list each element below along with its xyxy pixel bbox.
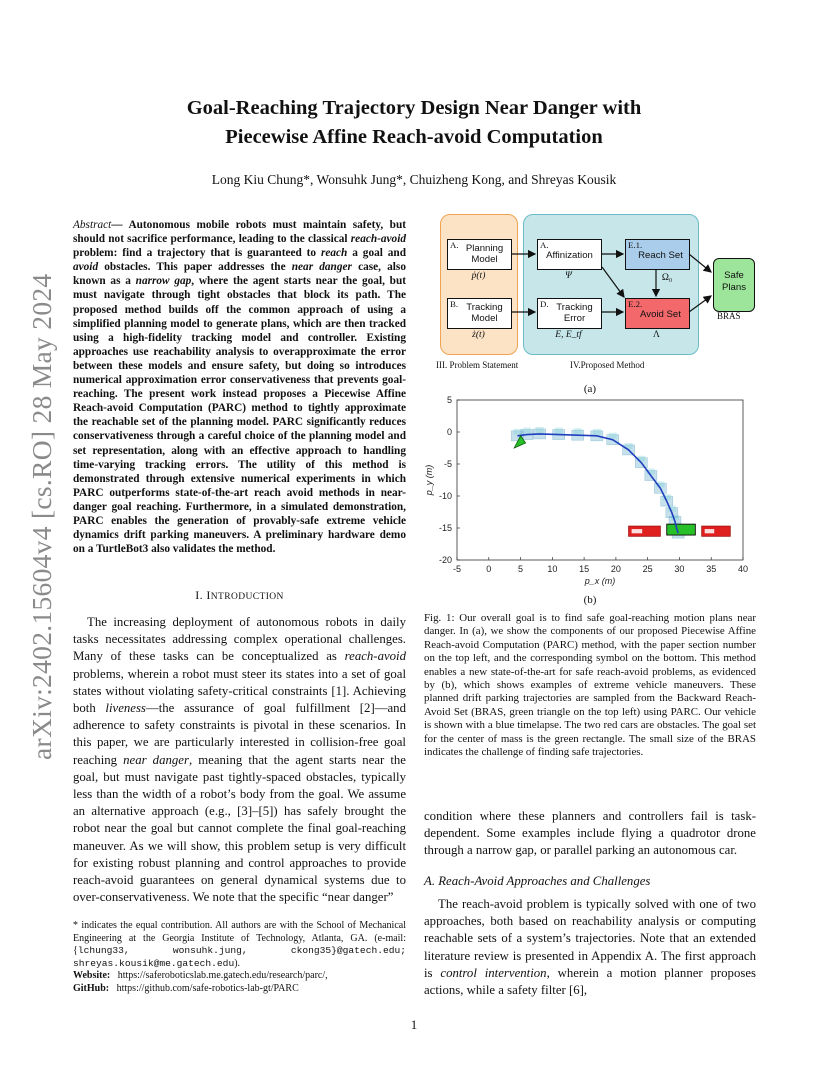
x-tick-label: -5 — [452, 564, 462, 574]
abstract-text: a goal and — [347, 247, 407, 260]
vehicle-footprint-alt — [513, 429, 521, 435]
abstract — [73, 218, 406, 556]
affin-symbol: Ψ — [565, 271, 572, 281]
car-window — [632, 529, 643, 533]
lambda-symbol: Λ — [653, 330, 660, 340]
abstract-em: reach-avoid — [350, 233, 406, 246]
github-link[interactable]: https://github.com/safe-robotics-lab-gt/PARC — [116, 982, 299, 994]
vehicle-footprint-alt — [536, 427, 544, 433]
problem-statement-caption: III. Problem Statement — [436, 360, 519, 370]
paper-title — [0, 94, 828, 152]
title-line-1: Goal-Reaching Trajectory Design Near Danger with — [186, 97, 642, 119]
website-label: Website: — [73, 970, 111, 982]
figure-b-label: (b) — [583, 594, 597, 606]
section-heading-first: I — [206, 588, 211, 602]
introduction-paragraph — [73, 614, 406, 906]
arrow-avoid-safe — [689, 296, 711, 312]
omega-symbol: Ω₀ — [661, 273, 673, 283]
tracking-symbol: ż(t) — [472, 330, 485, 340]
page-number: 1 — [410, 1017, 418, 1032]
abstract-dash: — — [111, 219, 129, 231]
terr-symbol: E, E_tf — [555, 330, 582, 340]
y-tick-label: 5 — [446, 395, 452, 405]
title-line-2: Piecewise Affine Reach-avoid Computation — [225, 126, 603, 148]
avoid-label: Avoid Set — [640, 309, 681, 320]
plot-frame — [457, 400, 743, 560]
ra-em: control intervention — [440, 965, 547, 980]
abstract-em: reach — [320, 247, 348, 260]
footnote-emails: lchung33, wonsuhk.jung, ckong35}@gatech.edu; shreyas.kousik@me.gatech.edu — [73, 945, 406, 969]
tracking-tag: B. — [450, 299, 459, 309]
y-tick-label: -15 — [438, 523, 452, 533]
arrow-reach-safe — [689, 254, 711, 272]
abstract-text: obstacles. This paper addresses the — [98, 261, 292, 274]
abstract-text: Autonomous mobile robots must maintain safety, but should not sacrifice performance, leading to the classical — [73, 219, 407, 246]
abstract-text: , where the agent starts near the goal, but must navigate through tight obstacles that block its path. The proposed method builds off the common approach of using a simplified planning model to generate plans, which are then tracked using a high-fidelity tracking model and controller. Existing approaches use reachability analysis to overapproximate the error between these models and ensure safety, but doing so introduces numerical approximation error conservativeness that prevents goal-reaching. The present work instead proposes a Piecewise Affine Reach-avoid Computation (PARC) method to tightly approximate the reachable set of the planning model. PARC significantly reduces conservativeness through a careful choice of the planning model and set representation, along with an effective approach to handling time-varying tracking errors. The utility of this method is demonstrated through extensive numerical experiments in which PARC outperforms state-of-the-art reach avoid methods in near-danger goal reaching. Furthermore, in a simulated demonstration, PARC enables the generation of provably-safe extreme vehicle dynamics drift parking maneuvers. A preliminary hardware demo on a TurtleBot3 also validates the method. — [73, 275, 406, 556]
car-window — [705, 529, 715, 533]
abstract-em: near danger — [291, 261, 352, 274]
abstract-text: problem: find a trajectory that is guaranteed to — [73, 247, 321, 260]
github-label: GitHub: — [73, 982, 110, 994]
website-link[interactable]: https://saferoboticslab.me.gatech.edu/research/parc/, — [117, 970, 328, 982]
planning-symbol: ṗ(t) — [471, 271, 486, 281]
affin-tag: A. — [540, 240, 549, 250]
x-tick-label: 35 — [706, 564, 717, 574]
terr-label: Tracking Error — [556, 302, 593, 324]
x-tick-label: 30 — [674, 564, 685, 574]
affin-label: Affinization — [546, 250, 593, 261]
abstract-em: narrow gap — [135, 275, 192, 288]
x-tick-label: 15 — [579, 564, 590, 574]
x-tick-label: 10 — [547, 564, 558, 574]
section-heading-introduction — [73, 588, 406, 603]
x-tick-label: 5 — [518, 564, 524, 574]
y-axis-label: p_y (m) — [424, 464, 434, 496]
x-axis-label: p_x (m) — [584, 576, 616, 586]
planning-tag: A. — [450, 240, 459, 250]
planning-label: Planning Model — [465, 243, 504, 265]
avoid-tag: E.2. — [628, 299, 643, 309]
drift-plot — [420, 394, 760, 590]
terr-tag: D. — [540, 299, 549, 309]
plot-layer — [424, 395, 748, 586]
vehicle-footprint-alt — [574, 428, 582, 434]
footnote — [73, 920, 406, 996]
abstract-label: Abstract — [73, 219, 112, 231]
bras-label: BRAS — [717, 311, 741, 321]
intro-text: problems, wherein a robot must steer its states into a set of goal states without violating safety-critical constraints [1]. Achieving both — [73, 666, 406, 716]
x-tick-label: 20 — [610, 564, 621, 574]
abstract-em: avoid — [73, 261, 99, 274]
section-numeral: I. — [195, 588, 207, 602]
ra-text: The reach-avoid problem is typically solved with one of two approaches, both based on reachability analysis or computing reachable sets of a system’s trajectories. Note that an extended literature review is presented in Appendix A. The first approach is — [424, 897, 756, 980]
intro-text: , meaning that the agent starts near the goal, but must navigate past tightly-spaced obstacles, typically less than the width of a robot’s body from the goal. We assume an alternative approach (e.g., [3]–[5]) has safely brought the robot near the goal but cannot complete the final goal-reaching maneuver. As we will show, this problem setup is very difficult for existing robust planning and control approaches to provide reach-avoid guarantees on general dynamical systems due to over-conservativeness. We note that the specific “near danger” — [73, 752, 406, 905]
intro-text: The increasing deployment of autonomous robots in daily tasks necessitates addressing complex operational challenges. Many of these tasks can be conceptualized as — [73, 615, 406, 664]
footnote-text: * indicates the equal contribution. All authors are with the School of Mechanical Engineering at the Georgia Institute of Technology, Atlanta, GA. (e-mail: { — [73, 920, 406, 957]
ra-text: , wherein a motion planner proposes actions, while a safety filter [6], — [424, 965, 756, 998]
authors: Long Kiu Chung*, Wonsuhk Jung*, Chuizheng Kong, and Shreyas Kousik — [211, 172, 617, 187]
arrow-affin-avoid — [602, 267, 624, 297]
tracking-label: Tracking Model — [466, 302, 503, 324]
reach-avoid-paragraph — [424, 896, 756, 999]
y-tick-label: -10 — [438, 491, 452, 501]
footnote-text: ). — [234, 957, 241, 969]
arxiv-stamp: arXiv:2402.15604v4 [cs.RO] 28 May 2024 — [26, 273, 57, 760]
right-paragraph: condition where these planners and controllers fail is task-dependent. Some examples include flying a quadrotor drone through a narrow gap, or parallel parking an autonomous car. — [424, 809, 756, 858]
vehicle-footprint-alt — [523, 428, 531, 434]
vehicle-footprint-alt — [555, 428, 563, 434]
reach-label: Reach Set — [638, 250, 683, 261]
diagram-arrows — [424, 210, 760, 360]
goal-set — [667, 524, 696, 535]
figure-a-label: (a) — [583, 383, 597, 395]
y-tick-label: 0 — [446, 427, 452, 437]
vehicle-footprint-alt — [609, 433, 617, 439]
x-tick-label: 0 — [486, 564, 492, 574]
intro-em: reach-avoid — [344, 649, 406, 664]
intro-em: near danger — [123, 752, 189, 767]
x-tick-label: 40 — [737, 564, 749, 574]
y-tick-label: -5 — [443, 459, 452, 469]
reach-tag: E.1. — [628, 240, 643, 250]
figure-caption: Fig. 1: Our overall goal is to find safe goal-reaching motion plans near danger. In (a), we show the components of our proposed Piecewise Affine Reach-avoid Computation (PARC) method, with the paper section number on the top left, and the corresponding symbol on the bottom. This method enables a new state-of-the-art for safe reach-avoid problems, as evidenced by (b), which shows examples of extreme vehicle maneuvers. These planned drift parking trajectories are sampled from the Backward Reach-Avoid Set (BRAS, green triangle on the top left) using PARC. Our vehicle is shown with a blue timelapse. The two red cars are obstacles. The goal set for the center of mass is the green rectangle. The small size of the BRAS indicates the challenge of finding safe trajectories. — [424, 612, 756, 759]
intro-text: —the assurance of goal fulfillment [2]—and adherence to safety constraints is pivotal in these scenarios. In this paper, we are particularly interested in collision-free goal reaching — [73, 701, 406, 767]
subsection-heading: A. Reach-Avoid Approaches and Challenges — [424, 874, 651, 888]
vehicle-footprint-alt — [593, 429, 601, 435]
y-tick-label: -20 — [438, 555, 452, 565]
section-heading-rest: NTRODUCTION — [210, 592, 284, 602]
intro-em: liveness — [105, 701, 146, 716]
figure-diagram — [424, 210, 760, 375]
abstract-text: case, also known as a — [73, 261, 406, 288]
proposed-method-caption: IV.Proposed Method — [570, 360, 645, 370]
safe-label: Safe Plans — [722, 270, 746, 293]
x-tick-label: 25 — [642, 564, 653, 574]
